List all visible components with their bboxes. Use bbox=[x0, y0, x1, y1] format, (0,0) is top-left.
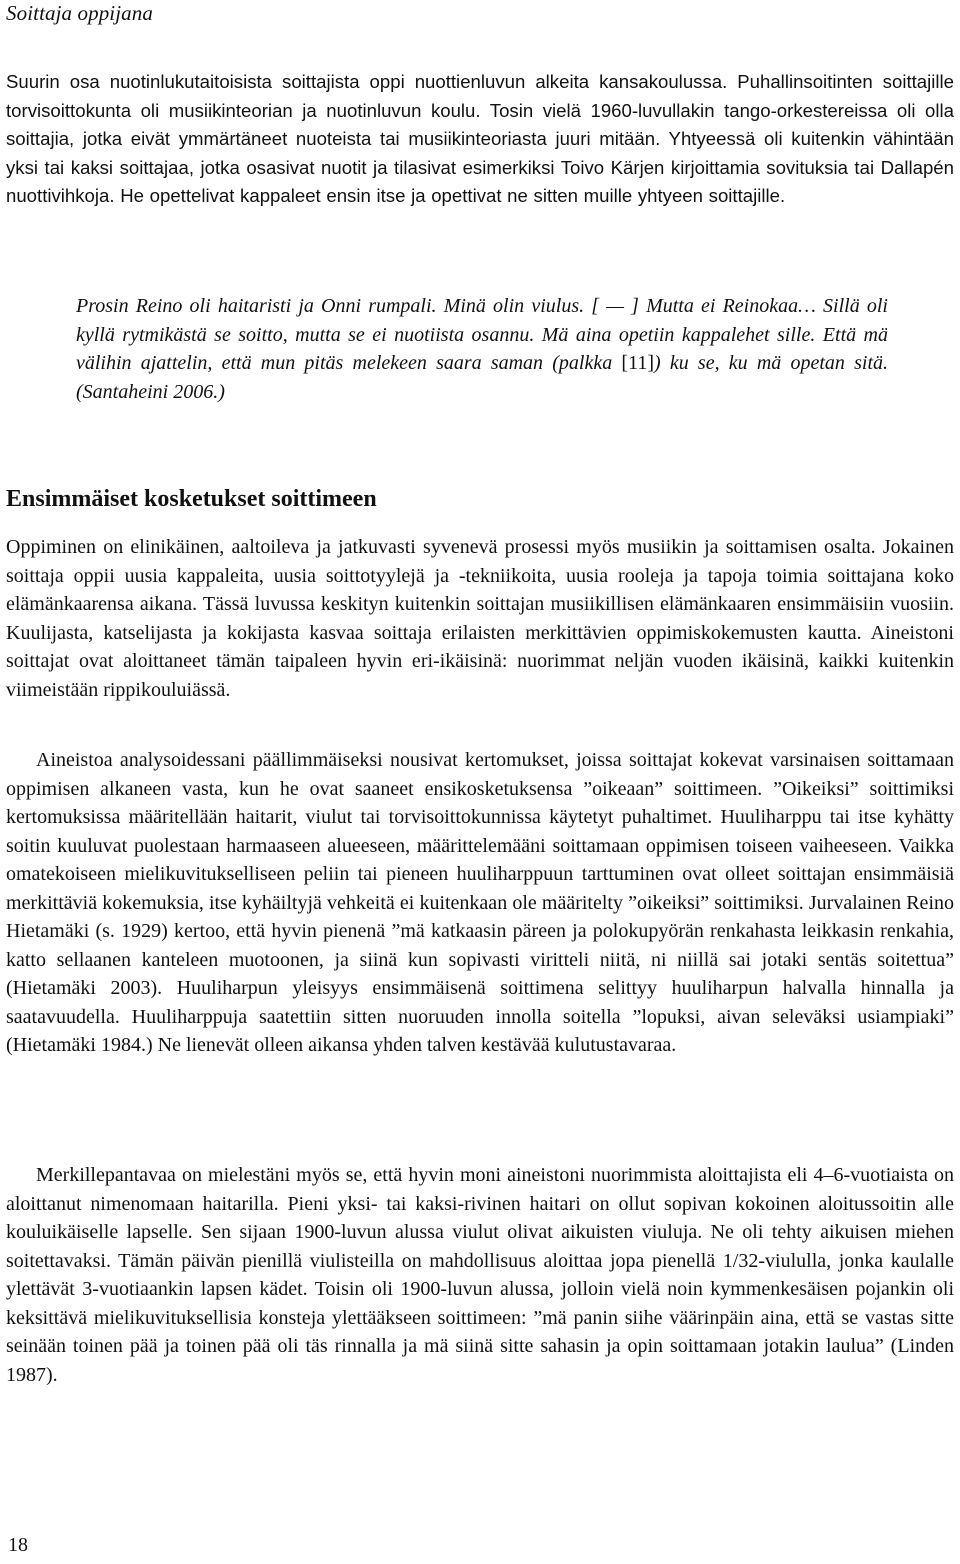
paragraph-1-text: Oppiminen on elinikäinen, aaltoileva ja jatkuvasti syvenevä prosessi myös musiikin ja soittamisen osalta. Jokainen soittaja oppii uusia kappaleita, uusia soittotyylejä ja -tekniikoita, uusia rooleja ja tapoja toimia soittajana koko elämänkaarensa aikana. Tässä luvussa keskityn kuitenkin soittajan musiikillisen elämänkaaren ensimmäisiin vuosiin. Kuulijasta, katselijasta ja kokijasta kasvaa soittaja erilaisten merkittävien oppimiskokemusten kautta. Aineistoni soittajat ovat aloittaneet tämän taipaleen hyvin eri-ikäisinä: nuorimmat neljän vuoden ikäisinä, kaikki kuitenkin viimeistään rippikouluiässä. bbox=[6, 536, 954, 701]
quote-text-part2: ) ku se, ku mä opetan sitä. (Santaheini 2006.) bbox=[76, 352, 888, 403]
paragraph-1 bbox=[6, 533, 954, 704]
intro-paragraph bbox=[6, 68, 954, 211]
paragraph-3-text: Merkillepantavaa on mielestäni myös se, että hyvin moni aineistoni nuorimmista aloittajista eli 4–6-vuotiaista on aloittanut nimenomaan haitarilla. Pieni yksi- tai kaksi-rivinen haitari on ollut sopivan kokoinen aloitussoitin alle kouluikäiselle lapselle. Sen sijaan 1900-luvun alussa viulut olivat aikuisten viuluja. Ne oli tehty aikuisen miehen soitettavaksi. Tämän päivän pienillä viulisteilla on mahdollisuus aloittaa jopa pienellä 1/32-viululla, jonka kaulalle ylettävät 3-vuotiaankin lapsen kädet. Toisin oli 1900-luvun alussa, jolloin vielä noin kymmenkesäisen pojankin oli keksittävä mielikuvituksellisia konsteja ylettääkseen soittimeen: ”mä panin siihe väärinpäin aina, että se vastas sitte seinään toinen pää ja toinen pää oli täs rinnalla ja mä siinä sitte sahasin ja opin soittamaan jotakin laulua” (Linden 1987). bbox=[6, 1164, 954, 1386]
block-quote-text bbox=[76, 292, 888, 406]
paragraph-3 bbox=[6, 1161, 954, 1389]
quote-text-part1: Prosin Reino oli haitaristi ja Onni rumpali. Minä olin viulus. [ — ] Mutta ei Reinokaa… Sillä oli kyllä rytmikästä se soitto, mutta se ei nuotiista osannu. Mä aina opetiin kappalehet sille. Että mä välihin ajattelin, että mun pitäs melekeen saara saman (palkka bbox=[76, 295, 888, 374]
intro-paragraph-text: Suurin osa nuotinlukutaitoisista soittajista oppi nuottienluvun alkeita kansakoulussa. Puhallinsoitinten soittajille torvisoittokunta oli musiikinteorian ja nuotinluvun koulu. Tosin vielä 1960-luvullakin tango-orkestereissa oli olla soittajia, jotka eivät ymmärtäneet nuoteista tai musiikinteoriasta juuri mitään. Yhtyeessä oli kuitenkin vähintään yksi tai kaksi soittajaa, jotka osasivat nuotit ja tilasivat esimerkiksi Toivo Kärjen kirjoittamia sovituksia tai Dallapén nuottivihkoja. He opettelivat kappaleet ensin itse ja opettivat ne sitten muille yhtyeen soittajille. bbox=[6, 71, 954, 206]
quote-reference: [11] bbox=[621, 352, 654, 374]
block-quote bbox=[76, 292, 888, 406]
paragraph-3-wrapper bbox=[6, 1161, 954, 1389]
paragraph-2 bbox=[6, 746, 954, 1060]
section-heading: Ensimmäiset kosketukset soittimeen bbox=[6, 486, 377, 512]
paragraph-2-wrapper bbox=[6, 746, 954, 1060]
paragraph-2-text: Aineistoa analysoidessani päällimmäiseksi nousivat kertomukset, joissa soittajat kokevat varsinaisen soittamaan oppimisen alkaneen vasta, kun he ovat saaneet ensikosketuksensa ”oikeaan” soittimeen. ”Oikeiksi” soittimiksi kertomuksissa määritellään haitarit, viulut tai torvisoittokunnissa käytetyt puhaltimet. Huuliharppu tai itse kyhätty soitin kuuluvat puolestaan harmaaseen alueeseen, määrittelemääni soittamaan oppimisen toiseen vaiheeseen. Vaikka omatekoiseen mielikuvitukselliseen peliin tai pieneen huuliharppuun tarttuminen ovat olleet soittajan ensimmäisiä merkittäviä kokemuksia, itse kyhäiltyjä vehkeitä ei kuitenkaan ole määritelty ”oikeiksi” soittimiksi. Jurvalainen Reino Hietamäki (s. 1929) kertoo, että hyvin pienenä ”mä katkaasin päreen ja polokupyörän renkahasta leikkasin renkahia, katto sellaanen kanteleen muotoonen, ja siinä kun sopivasti viritteli niitä, ni niillä sai jotaki sentäs soitettua” (Hietamäki 2003). Huuliharpun yleisyys ensimmäisenä soittimena selittyy huuliharpun halvalla hinnalla ja saatavuudella. Huuliharppuja saatettiin sitten nuoruuden innolla soitella ”lopuksi, aivan seleväksi usiampiaki” (Hietamäki 1984.) Ne lienevät olleen aikansa yhden talven kestävää kulutustavaraa. bbox=[6, 749, 954, 1056]
running-head: Soittaja oppijana bbox=[6, 1, 153, 25]
page-number: 18 bbox=[8, 1534, 28, 1556]
